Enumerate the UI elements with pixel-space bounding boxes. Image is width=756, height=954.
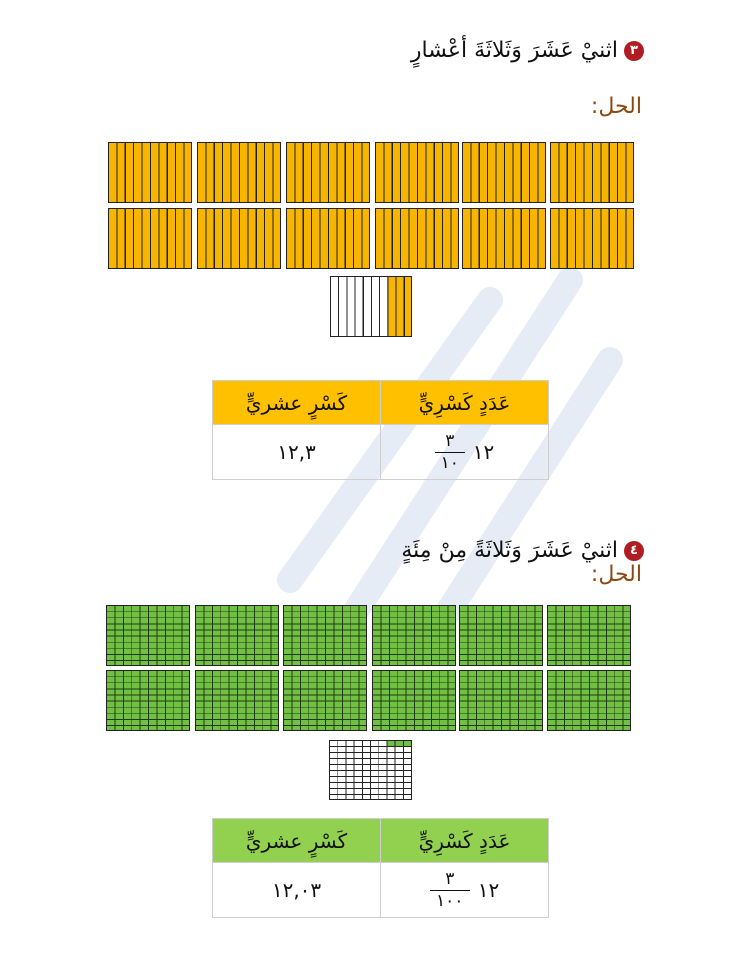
table-row <box>213 425 549 480</box>
whole-hundredths-block <box>195 605 279 666</box>
header-decimal: كَسْرٍ عشريٍّ <box>213 819 381 863</box>
whole-hundredths-block <box>372 605 456 666</box>
whole-tenths-block <box>375 142 459 203</box>
table-row <box>213 863 549 918</box>
problem-3-title <box>411 38 644 63</box>
whole-hundredths-block <box>283 670 367 731</box>
whole-hundredths-block <box>459 605 543 666</box>
header-mixed-number: عَدَدٍ كَسْرِيٍّ <box>381 819 549 863</box>
partial-hundredths-block <box>329 740 412 800</box>
whole-part: ١٢ <box>472 440 495 464</box>
mixed-number-cell <box>381 425 549 480</box>
whole-hundredths-block <box>195 670 279 731</box>
table-header-row <box>213 819 549 863</box>
whole-tenths-block <box>108 208 192 269</box>
whole-tenths-block <box>550 142 634 203</box>
denominator: ١٠ <box>440 452 459 473</box>
whole-tenths-block <box>550 208 634 269</box>
whole-tenths-block <box>286 142 370 203</box>
mixed-number-cell <box>381 863 549 918</box>
solution-label: الحل: <box>590 94 642 119</box>
numerator: ٣ <box>445 868 455 889</box>
problem-number-badge: ٤ <box>624 541 644 561</box>
whole-tenths-block <box>108 142 192 203</box>
table-header-row <box>213 381 549 425</box>
decimal-cell: ١٢,٠٣ <box>213 863 381 918</box>
whole-tenths-block <box>462 208 546 269</box>
answer-table-4 <box>212 818 549 918</box>
whole-part: ١٢ <box>477 878 500 902</box>
whole-tenths-block <box>462 142 546 203</box>
whole-tenths-block <box>197 142 281 203</box>
whole-tenths-block <box>197 208 281 269</box>
whole-hundredths-block <box>459 670 543 731</box>
solution-label: الحل: <box>590 562 642 587</box>
whole-hundredths-block <box>372 670 456 731</box>
problem-text: اثنيْ عَشَرَ وَثَلاثَةَ أعْشارٍ <box>410 38 618 63</box>
whole-tenths-block <box>375 208 459 269</box>
whole-tenths-block <box>286 208 370 269</box>
header-decimal: كَسْرٍ عشريٍّ <box>213 381 381 425</box>
problem-number-badge: ٣ <box>624 41 644 61</box>
problem-4-title <box>401 538 644 563</box>
problem-text: اثنيْ عَشَرَ وَثَلاثَةً مِنْ مِئَةٍ <box>401 538 618 563</box>
partial-tenths-block <box>330 276 412 337</box>
whole-hundredths-block <box>106 605 190 666</box>
denominator: ١٠٠ <box>436 890 464 911</box>
numerator: ٣ <box>445 430 455 451</box>
decimal-cell: ١٢,٣ <box>213 425 381 480</box>
fraction <box>435 432 465 472</box>
whole-hundredths-block <box>547 605 631 666</box>
fraction <box>430 870 470 910</box>
header-mixed-number: عَدَدٍ كَسْرِيٍّ <box>381 381 549 425</box>
whole-hundredths-block <box>547 670 631 731</box>
whole-hundredths-block <box>283 605 367 666</box>
whole-hundredths-block <box>106 670 190 731</box>
answer-table-3 <box>212 380 549 480</box>
